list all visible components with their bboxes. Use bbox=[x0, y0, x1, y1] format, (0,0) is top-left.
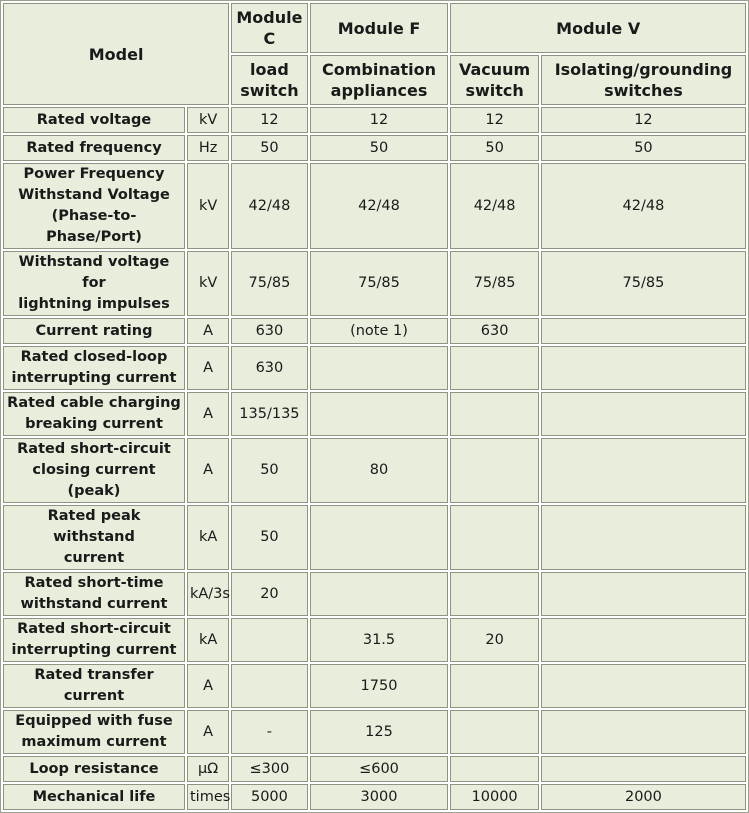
isolating-grounding-header bbox=[541, 55, 746, 105]
table-row bbox=[3, 756, 746, 782]
cell-combination: 125 bbox=[310, 710, 449, 754]
cell-isolating: 75/85 bbox=[541, 251, 746, 316]
cell-load-switch: ≤300 bbox=[231, 756, 307, 782]
row-label-line: Rated short-time bbox=[24, 575, 164, 591]
cell-isolating bbox=[541, 710, 746, 754]
row-label-line: Withstand voltage for bbox=[18, 254, 170, 291]
row-unit: Hz bbox=[187, 135, 229, 161]
cell-combination bbox=[310, 572, 449, 616]
cell-isolating: 50 bbox=[541, 135, 746, 161]
table-row bbox=[3, 107, 746, 133]
cell-isolating bbox=[541, 346, 746, 390]
cell-combination: 12 bbox=[310, 107, 449, 133]
row-label-line: Phase/Port) bbox=[46, 229, 142, 245]
load-switch-line1: load bbox=[250, 60, 289, 79]
cell-combination bbox=[310, 392, 449, 436]
cell-load-switch: 630 bbox=[231, 318, 307, 344]
combination-line1: Combination bbox=[321, 60, 437, 79]
cell-load-switch bbox=[231, 618, 307, 662]
cell-isolating bbox=[541, 392, 746, 436]
cell-vacuum bbox=[450, 756, 538, 782]
cell-load-switch: 50 bbox=[231, 505, 307, 570]
cell-load-switch: 20 bbox=[231, 572, 307, 616]
cell-vacuum bbox=[450, 346, 538, 390]
row-unit: kA/3s bbox=[187, 572, 229, 616]
row-label-line: Rated cable charging bbox=[7, 395, 181, 411]
row-label-line: Equipped with fuse bbox=[15, 713, 173, 729]
cell-vacuum: 50 bbox=[450, 135, 538, 161]
cell-combination: 75/85 bbox=[310, 251, 449, 316]
row-unit: kV bbox=[187, 251, 229, 316]
table-row bbox=[3, 618, 746, 662]
row-unit: A bbox=[187, 392, 229, 436]
row-label-line: Current rating bbox=[35, 322, 153, 339]
table-row bbox=[3, 438, 746, 503]
cell-load-switch: 5000 bbox=[231, 784, 307, 810]
cell-isolating bbox=[541, 318, 746, 344]
row-label bbox=[3, 251, 185, 316]
table-row bbox=[3, 505, 746, 570]
vacuum-switch-header bbox=[450, 55, 538, 105]
cell-vacuum bbox=[450, 710, 538, 754]
row-label bbox=[3, 572, 185, 616]
module-c-line1: Module bbox=[236, 8, 303, 27]
cell-load-switch: 12 bbox=[231, 107, 307, 133]
table-row bbox=[3, 163, 746, 249]
module-v-header bbox=[450, 3, 746, 53]
module-v-label: Module V bbox=[556, 18, 641, 38]
isolating-line1: Isolating/grounding bbox=[554, 60, 733, 79]
row-label-line: Rated peak withstand bbox=[47, 508, 141, 545]
cell-vacuum bbox=[450, 572, 538, 616]
row-unit: A bbox=[187, 438, 229, 503]
row-label bbox=[3, 163, 185, 249]
row-unit: A bbox=[187, 318, 229, 344]
row-label-line: Rated short-circuit bbox=[17, 441, 171, 457]
cell-vacuum: 12 bbox=[450, 107, 538, 133]
row-label-line: Rated voltage bbox=[36, 111, 152, 128]
cell-vacuum: 20 bbox=[450, 618, 538, 662]
row-label-line: maximum current bbox=[21, 734, 167, 750]
row-unit: kA bbox=[187, 618, 229, 662]
row-label-line: Withstand Voltage bbox=[18, 187, 170, 203]
table-row bbox=[3, 710, 746, 754]
row-label-line: closing current (peak) bbox=[32, 462, 156, 499]
cell-combination: ≤600 bbox=[310, 756, 449, 782]
row-unit: A bbox=[187, 664, 229, 708]
cell-combination: 50 bbox=[310, 135, 449, 161]
cell-vacuum: 42/48 bbox=[450, 163, 538, 249]
cell-load-switch: 50 bbox=[231, 135, 307, 161]
cell-combination: 42/48 bbox=[310, 163, 449, 249]
cell-combination: 31.5 bbox=[310, 618, 449, 662]
combination-line2: appliances bbox=[330, 81, 428, 100]
cell-combination: 1750 bbox=[310, 664, 449, 708]
row-label-line: lightning impulses bbox=[18, 296, 170, 312]
module-c-line2: C bbox=[263, 29, 276, 48]
row-label bbox=[3, 618, 185, 662]
table-row bbox=[3, 664, 746, 708]
cell-load-switch: 135/135 bbox=[231, 392, 307, 436]
row-label-line: Rated frequency bbox=[26, 139, 162, 156]
cell-isolating: 2000 bbox=[541, 784, 746, 810]
cell-load-switch: - bbox=[231, 710, 307, 754]
cell-vacuum: 630 bbox=[450, 318, 538, 344]
row-label-line: (Phase-to- bbox=[51, 208, 137, 224]
cell-isolating: 42/48 bbox=[541, 163, 746, 249]
row-label bbox=[3, 664, 185, 708]
row-label-line: Rated closed-loop bbox=[20, 349, 168, 365]
table-row bbox=[3, 572, 746, 616]
cell-combination: 80 bbox=[310, 438, 449, 503]
module-f-header bbox=[310, 3, 449, 53]
cell-vacuum bbox=[450, 664, 538, 708]
row-label-line: Power Frequency bbox=[23, 166, 165, 182]
row-label-line: interrupting current bbox=[11, 370, 177, 386]
row-label bbox=[3, 710, 185, 754]
cell-combination bbox=[310, 505, 449, 570]
row-unit: A bbox=[187, 346, 229, 390]
row-label-line: interrupting current bbox=[11, 642, 177, 658]
cell-vacuum bbox=[450, 392, 538, 436]
combination-appliances-header bbox=[310, 55, 449, 105]
cell-load-switch: 42/48 bbox=[231, 163, 307, 249]
row-label bbox=[3, 392, 185, 436]
cell-combination bbox=[310, 346, 449, 390]
cell-isolating bbox=[541, 438, 746, 503]
row-unit: A bbox=[187, 710, 229, 754]
cell-load-switch: 75/85 bbox=[231, 251, 307, 316]
cell-vacuum bbox=[450, 505, 538, 570]
cell-vacuum: 10000 bbox=[450, 784, 538, 810]
row-label-line: Rated short-circuit bbox=[17, 621, 171, 637]
cell-isolating bbox=[541, 618, 746, 662]
vacuum-line1: Vacuum bbox=[458, 60, 531, 79]
row-label-line: breaking current bbox=[25, 416, 163, 432]
row-label bbox=[3, 346, 185, 390]
table-row bbox=[3, 251, 746, 316]
cell-isolating bbox=[541, 756, 746, 782]
cell-vacuum: 75/85 bbox=[450, 251, 538, 316]
row-unit: times bbox=[187, 784, 229, 810]
table-row bbox=[3, 784, 746, 810]
module-f-label: Module F bbox=[337, 18, 421, 38]
row-unit: kV bbox=[187, 107, 229, 133]
row-unit: kV bbox=[187, 163, 229, 249]
row-label bbox=[3, 135, 185, 161]
row-label bbox=[3, 505, 185, 570]
table-row bbox=[3, 392, 746, 436]
row-label-line: Loop resistance bbox=[29, 760, 159, 777]
module-c-header bbox=[231, 3, 307, 53]
isolating-line2: switches bbox=[604, 81, 683, 100]
model-header bbox=[3, 3, 229, 105]
cell-isolating bbox=[541, 664, 746, 708]
cell-combination: (note 1) bbox=[310, 318, 449, 344]
row-label-line: withstand current bbox=[20, 596, 168, 612]
row-label bbox=[3, 438, 185, 503]
row-label-line: current bbox=[63, 550, 125, 566]
row-label-line: Mechanical life bbox=[32, 788, 156, 805]
cell-combination: 3000 bbox=[310, 784, 449, 810]
cell-isolating: 12 bbox=[541, 107, 746, 133]
cell-load-switch: 50 bbox=[231, 438, 307, 503]
vacuum-line2: switch bbox=[465, 81, 524, 100]
row-unit: μΩ bbox=[187, 756, 229, 782]
row-label bbox=[3, 756, 185, 782]
cell-isolating bbox=[541, 505, 746, 570]
load-switch-line2: switch bbox=[240, 81, 299, 100]
load-switch-header bbox=[231, 55, 307, 105]
cell-isolating bbox=[541, 572, 746, 616]
row-unit: kA bbox=[187, 505, 229, 570]
table-row bbox=[3, 346, 746, 390]
row-label bbox=[3, 784, 185, 810]
cell-load-switch bbox=[231, 664, 307, 708]
model-header-label: Model bbox=[88, 44, 144, 64]
row-label-line: Rated transfer current bbox=[34, 667, 154, 704]
table-row bbox=[3, 135, 746, 161]
row-label bbox=[3, 318, 185, 344]
cell-vacuum bbox=[450, 438, 538, 503]
table-row bbox=[3, 318, 746, 344]
cell-load-switch: 630 bbox=[231, 346, 307, 390]
row-label bbox=[3, 107, 185, 133]
